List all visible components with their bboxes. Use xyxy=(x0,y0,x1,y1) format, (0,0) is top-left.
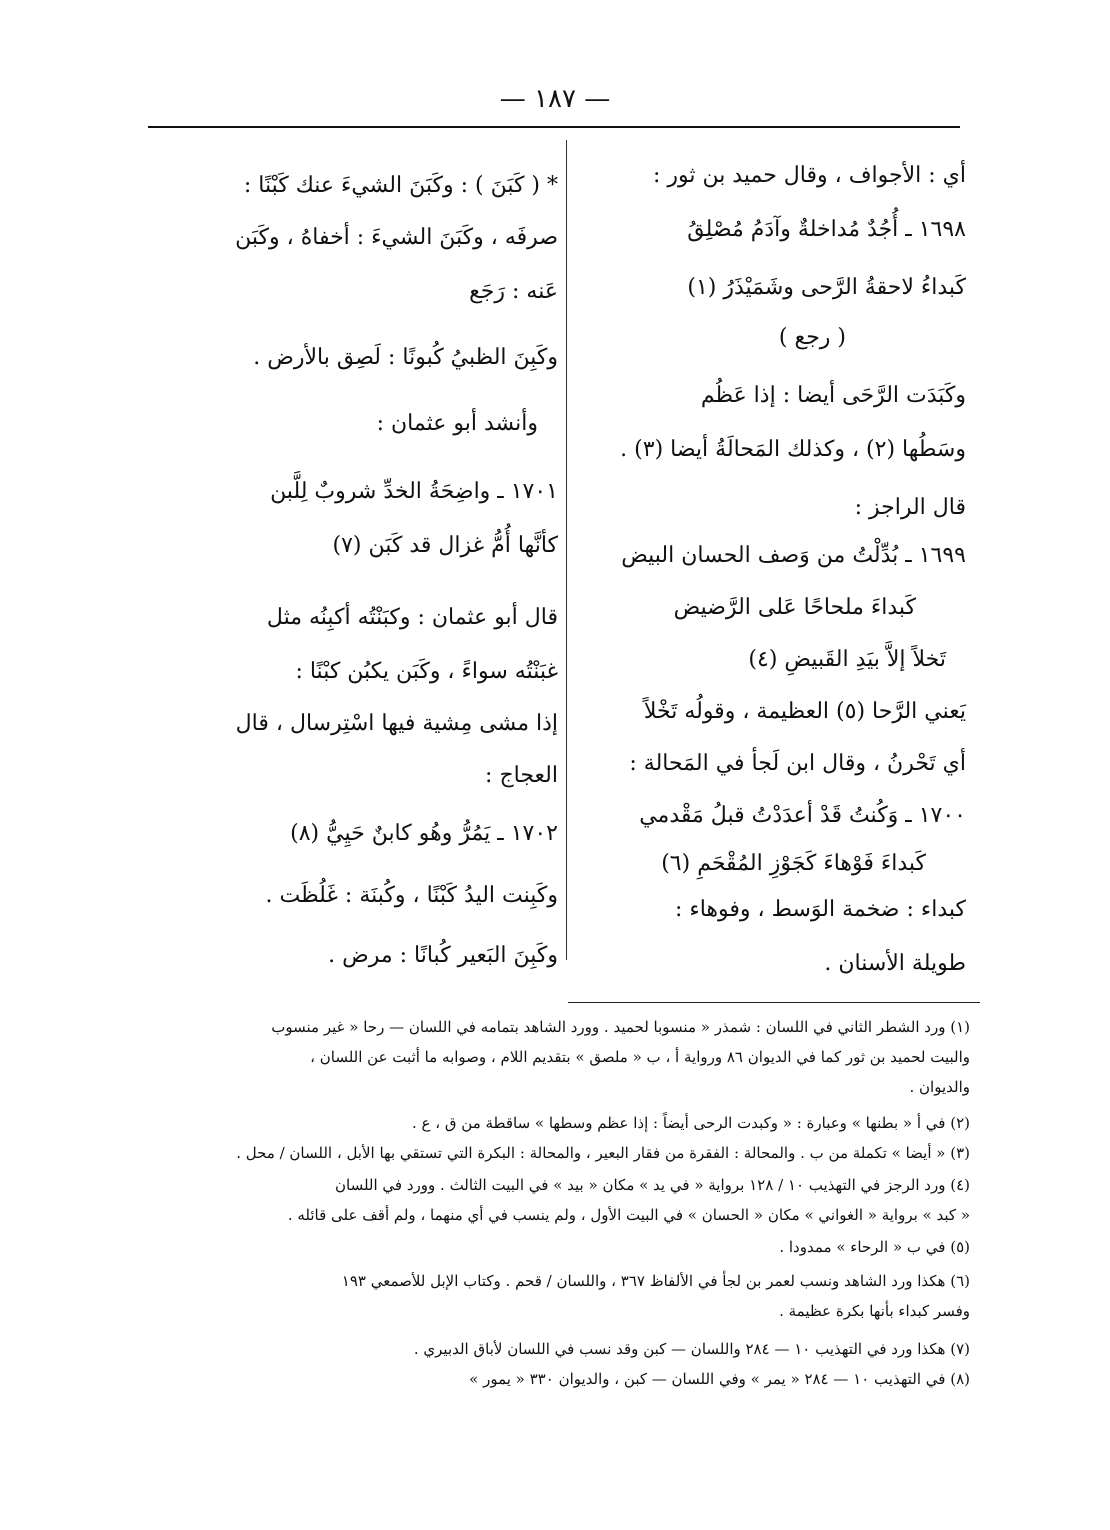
text-line: كبداء : ضخمة الوَسط ، وفوهاء : xyxy=(674,897,966,922)
footnote-line: (٢) في أ « بطنها » وعبارة : « وكبدت الرحى أيضاً : إذا عظم وسطها » ساقطة من ق ، ع . xyxy=(412,1114,970,1132)
footnote-line: « كبد » برواية « الغواني » مكان « الحسان » في البيت الأول ، ولم ينسب في أي منهما ، ولم أقف على قائله . xyxy=(287,1206,970,1224)
text-line: العجاج : xyxy=(485,763,558,788)
footnote-line: (٤) ورد الرجز في التهذيب ١٠ / ١٢٨ برواية « في يد » مكان « بيد » في البيت الثالث . وورد في اللسان xyxy=(334,1176,970,1194)
footnote-line: (٧) هكذا ورد في التهذيب ١٠ — ٢٨٤ واللسان — كبن وقد نسب في اللسان لأباق الدبيري . xyxy=(413,1340,970,1358)
text-line: أي : الأجواف ، وقال حميد بن ثور : xyxy=(652,163,966,188)
text-line: أي تَحْرنُ ، وقال ابن لَجأ في المَحالة : xyxy=(629,751,966,776)
text-line: وكَبِنت اليدُ كَبْنًا ، وكُبنَة : غَلُظَت . xyxy=(265,883,558,908)
footnote-line: والبيت لحميد بن ثور كما في الديوان ٨٦ ورواية أ ، ب « ملصق » بتقديم اللام ، وصوابه ما أثبت عن اللسان ، xyxy=(310,1048,970,1066)
verse-line: كَبداءَ ملحاحًا عَلى الرَّضيض xyxy=(673,595,916,620)
text-line: ( رجع ) xyxy=(778,325,846,350)
verse-line: ١٦٩٩ ـ بُدِّلْتُ من وَصف الحسان البيض xyxy=(621,543,966,568)
verse-line: كأنَّها أُمُّ غزال قد كَبَن (٧) xyxy=(332,533,558,558)
text-line: غبَنْتُه سواءً ، وكَبَن يكبُن كبْنًا : xyxy=(295,659,558,684)
verse-line: ١٦٩٨ ـ أُجُدٌ مُداخلةٌ وآدَمُ مُصْلِقُ xyxy=(687,217,966,242)
column-divider xyxy=(566,140,567,960)
footnote-line: (٣) « أيضا » تكملة من ب . والمحالة : الفقرة من فقار البعير ، والمحالة : البكرة التي تستقي بها الأبل ، اللسان / محل . xyxy=(236,1144,970,1162)
text-line: إذا مشى مِشية فيها اسْتِرسال ، قال xyxy=(235,711,558,736)
footnote-line: (٨) في التهذيب ١٠ — ٢٨٤ « يمر » وفي اللسان — كبن ، والديوان ٣٣٠ « يمور » xyxy=(469,1370,970,1388)
text-line: قال الراجز : xyxy=(854,495,966,520)
entry-heading: * ( كَبَنَ ) : وكَبَنَ الشيءَ عنك كَبْنًا : xyxy=(243,173,558,198)
text-line: عَنه : رَجَع xyxy=(469,279,558,304)
verse-line: تَخلاً إلاَّ بيَدِ القَبيضِ (٤) xyxy=(748,647,946,672)
text-line: طويلة الأسنان . xyxy=(824,951,966,976)
footnote-line: (١) ورد الشطر الثاني في اللسان : شمذر « منسوبا لحميد . وورد الشاهد بتمامه في اللسان — رحا « غير منسوب xyxy=(271,1018,970,1036)
page-number: — ١٨٧ — xyxy=(499,84,611,114)
footnote-line: (٦) هكذا ورد الشاهد ونسب لعمر بن لجأ في الألفاظ ٣٦٧ ، واللسان / قحم . وكتاب الإبل للأصمعي ١٩٣ xyxy=(341,1272,970,1290)
verse-line: ١٧٠١ ـ واضِحَةُ الخدِّ شروبٌ لِلَّبن xyxy=(270,479,558,504)
text-line: وأنشد أبو عثمان : xyxy=(376,411,538,436)
verse-line: كَبداءَ فَوْهاءَ كَجَوْزِ المُقْحَمِ (٦) xyxy=(661,851,926,876)
text-line: صرفَه ، وكَبَنَ الشيءَ : أخفاهُ ، وكَبَن xyxy=(235,225,558,250)
text-line: وسَطُها (٢) ، وكذلك المَحالَةُ أيضا (٣) . xyxy=(620,437,966,462)
verse-line: كَبداءُ لاحقةُ الرَّحى وشَمَيْذَرُ (١) xyxy=(687,275,966,300)
footnote-line: وفسر كبداء بأنها بكرة عظيمة . xyxy=(779,1302,970,1320)
text-line: وكَبِنَ الظبيُ كُبونًا : لَصِق بالأرض . xyxy=(253,345,558,370)
footnote-rule xyxy=(568,1002,980,1003)
text-line: قال أبو عثمان : وكبَنْتُه أكبِنُه مثل xyxy=(266,605,558,630)
text-line: وكَبَدَت الرَّحَى أيضا : إذا عَظُم xyxy=(700,383,966,408)
verse-line: ١٧٠٠ ـ وَكُنتُ قَدْ أعدَدْتُ قبلُ مَقْدمي xyxy=(639,803,966,828)
verse-line: ١٧٠٢ ـ يَمُرُّ وهُو كابنٌ حَيِيُّ (٨) xyxy=(290,821,558,846)
text-line: يَعني الرَّحا (٥) العظيمة ، وقولُه تَخْلاً xyxy=(643,699,966,724)
footnote-line: (٥) في ب « الرحاء » ممدودا . xyxy=(779,1238,970,1256)
text-line: وكَبِنَ البَعير كُبانًا : مرض . xyxy=(328,943,558,968)
header-rule xyxy=(148,126,960,128)
footnote-line: والديوان . xyxy=(909,1078,970,1096)
